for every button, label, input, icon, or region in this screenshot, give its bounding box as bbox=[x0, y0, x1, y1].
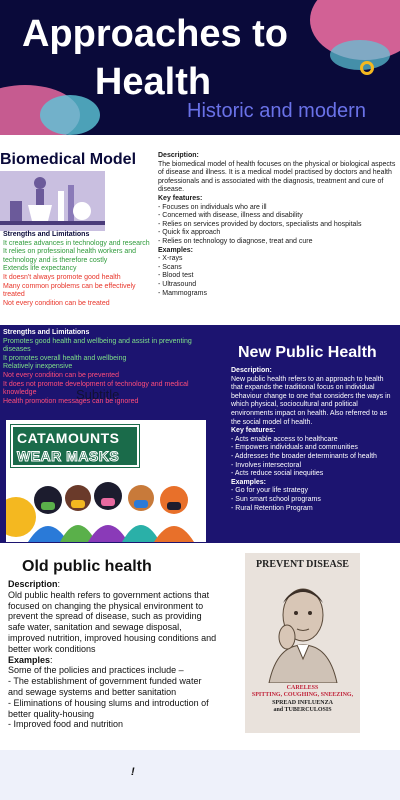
nph-example: - Sun smart school programs bbox=[231, 495, 321, 503]
masks-illustration bbox=[6, 420, 206, 542]
biomedical-feature: - Concerned with disease, illness and disability bbox=[158, 212, 303, 220]
biomedical-section bbox=[0, 135, 400, 325]
new-public-health-section bbox=[0, 325, 400, 543]
lab-equipment-image bbox=[0, 171, 105, 231]
oph-example: - The establishment of government funded water and sewage systems and better sanitation bbox=[8, 676, 202, 697]
biomedical-limitation: Many common problems can be effectively treated bbox=[3, 282, 136, 299]
biomedical-features-label: Key features: bbox=[158, 194, 203, 202]
nph-limitation: Not every condition can be prevented bbox=[3, 371, 119, 379]
biomedical-example: - Blood test bbox=[158, 272, 194, 280]
nph-limitation: Health promotion messages can be ignored bbox=[3, 397, 139, 405]
nph-description-label: Description: bbox=[231, 367, 272, 374]
biomedical-feature: - Quick fix approach bbox=[158, 229, 221, 237]
poster-title: PREVENT DISEASE bbox=[256, 559, 349, 570]
biomedical-example: - Scans bbox=[158, 263, 182, 271]
masks-text-line2: WEAR MASKS bbox=[17, 448, 120, 464]
nph-description: New public health refers to an approach to health that expands the traditional focus on individual behaviour change to one that considers the ways in which physical, sociocultural and political environments impact on health. Also referred to as the social model of health. bbox=[231, 375, 391, 426]
oph-example: - Improved food and nutrition bbox=[8, 719, 124, 730]
biomedical-feature: - Relies on technology to diagnose, treat and cure bbox=[158, 237, 313, 245]
header-banner bbox=[0, 0, 400, 135]
page-subtitle: Historic and modern bbox=[187, 100, 366, 122]
nph-description-block bbox=[231, 367, 397, 513]
people-with-masks-icon bbox=[6, 472, 206, 542]
nph-example: - Rural Retention Program bbox=[231, 504, 313, 512]
prevent-disease-poster bbox=[245, 553, 360, 733]
biomedical-feature: - Relies on services provided by doctors, specialists and hospitals bbox=[158, 220, 362, 228]
biomedical-description-block bbox=[158, 152, 398, 298]
nph-features-label: Key features: bbox=[231, 427, 276, 435]
nph-examples-label: Examples: bbox=[231, 478, 267, 486]
biomedical-sl-heading: Strengths and Limitations bbox=[3, 231, 90, 238]
biomedical-example: - Ultrasound bbox=[158, 280, 197, 288]
oph-description-label: Description bbox=[8, 579, 58, 589]
nph-title: New Public Health bbox=[238, 344, 377, 361]
biomedical-title: Biomedical Model bbox=[0, 151, 137, 168]
nph-feature: - Addresses the broader determinants of health bbox=[231, 452, 377, 460]
biomedical-description-label: Description: bbox=[158, 152, 199, 159]
biomedical-example: - X-rays bbox=[158, 255, 183, 263]
masks-banner bbox=[11, 425, 139, 467]
decorative-ring bbox=[360, 61, 374, 75]
nph-feature: - Involves intersectoral bbox=[231, 461, 302, 469]
footer bbox=[0, 750, 400, 800]
nph-strength: It promotes overall health and wellbeing bbox=[3, 354, 127, 362]
oph-title: Old public health bbox=[22, 558, 152, 575]
subtitle-placeholder: Subtitle bbox=[76, 387, 120, 402]
oph-description: Old public health refers to government actions that focused on changing the physical environment to prevent the spread of disease, such as providing safe water, sanitation and sewage disposal, improved nutrition, improved housing conditions and better work conditions bbox=[8, 589, 217, 654]
biomedical-examples-label: Examples: bbox=[158, 246, 194, 254]
oph-examples-intro: Some of the policies and practices include – bbox=[8, 665, 184, 676]
biomedical-feature: - Focuses on individuals who are ill bbox=[158, 203, 267, 211]
masks-text-line1: CATAMOUNTS bbox=[17, 430, 120, 446]
poster-line1: CARELESS bbox=[286, 685, 319, 691]
poster-line2: SPITTING, COUGHING, SNEEZING, bbox=[251, 692, 354, 699]
page-title-line2: Health bbox=[94, 61, 212, 103]
man-portrait-icon bbox=[257, 575, 347, 683]
oph-colon: : bbox=[50, 654, 53, 665]
nph-example: - Go for your life strategy bbox=[231, 487, 309, 495]
oph-colon: : bbox=[57, 579, 61, 589]
poster-line4: and TUBERCULOSIS bbox=[273, 707, 332, 714]
footer-mark: ! bbox=[131, 766, 135, 778]
biomedical-strength: It relies on professional health workers and technology and is therefore costly bbox=[3, 248, 137, 264]
biomedical-limitation: Not every condition can be treated bbox=[3, 299, 110, 307]
biomedical-strength: It creates advances in technology and research bbox=[3, 239, 150, 247]
nph-feature: - Acts enable access to healthcare bbox=[231, 435, 338, 443]
page-title-line1: Approaches to bbox=[21, 13, 289, 55]
nph-sl-heading: Strengths and Limitations bbox=[3, 329, 90, 336]
biomedical-strength: Extends life expectancy bbox=[3, 265, 77, 273]
poster-line3: SPREAD INFLUENZA bbox=[272, 699, 333, 706]
biomedical-example: - Mammograms bbox=[158, 289, 208, 297]
poster-caption bbox=[245, 685, 360, 715]
nph-feature: - Empowers individuals and communities bbox=[231, 444, 358, 452]
nph-limitation: It does not promote development of technology and medical knowledge bbox=[3, 380, 189, 397]
oph-text-block bbox=[8, 579, 218, 730]
biomedical-limitation: It doesn't always promote good health bbox=[3, 273, 121, 281]
nph-strength: Relatively inexpensive bbox=[3, 363, 73, 371]
biomedical-strengths-limitations bbox=[3, 231, 153, 308]
biomedical-description: The biomedical model of health focuses on the physical or biological aspects of disease and illness. It is a medical model practised by doctors and health professionals and is associated with the diagnosis, treatment and cure of disease. bbox=[158, 160, 396, 194]
old-public-health-section bbox=[0, 543, 400, 750]
oph-example: - Eliminations of housing slums and introduction of better quality-housing bbox=[8, 697, 209, 719]
nph-feature: - Acts reduce social inequities bbox=[231, 470, 324, 478]
oph-examples-label: Examples bbox=[8, 654, 51, 665]
nph-strength: Promotes good health and wellbeing and assist in preventing diseases bbox=[3, 337, 192, 354]
